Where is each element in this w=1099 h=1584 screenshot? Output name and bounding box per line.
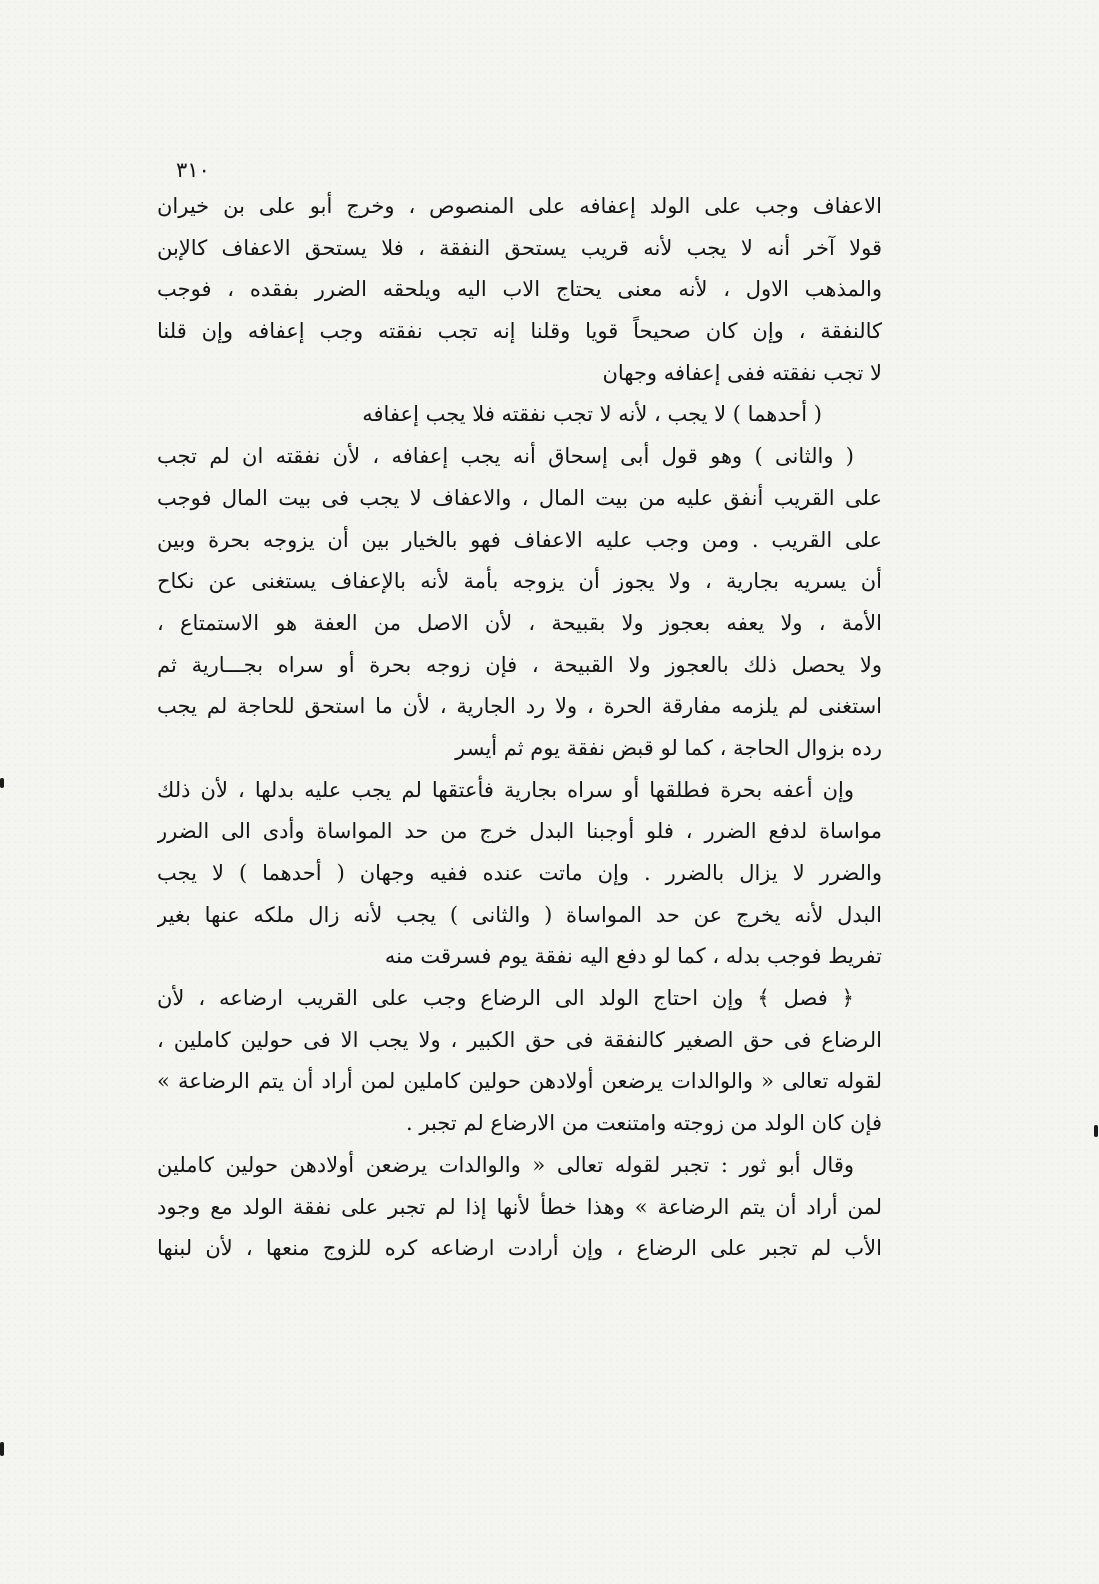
text-line: الأب لم تجبر على الرضاع ، وإن أرادت ارضاعه كره للزوج منعها ، لأن لبنها bbox=[157, 1236, 882, 1261]
text-line: ( أحدهما ) لا يجب ، لأنه لا تجب نفقته فلا يجب إعفافه bbox=[362, 402, 822, 427]
scan-edge-mark bbox=[0, 1442, 4, 1456]
text-line: استغنى لم يلزمه مفارقة الحرة ، ولا رد الجارية ، لأن ما استحق للحاجة لم يجب bbox=[157, 694, 882, 719]
text-line: لقوله تعالى « والوالدات يرضعن أولادهن حولين كاملين لمن أراد أن يتم الرضاعة » bbox=[157, 1069, 882, 1094]
text-line: وقال أبو ثور : تجبر لقوله تعالى « والوالدات يرضعن أولادهن حولين كاملين bbox=[157, 1152, 854, 1177]
text-line: الاعفاف وجب على الولد إعفافه على المنصوص ، وخرج أبو على بن خيران bbox=[157, 194, 882, 218]
text-line: أن يسريه بجارية ، ولا يجوز أن يزوجه بأمة لأنه بالإعفاف يستغنى عن نكاح bbox=[157, 569, 882, 594]
text-line: تفريط فوجب بدله ، كما لو دفع اليه نفقة يوم فسرقت منه bbox=[384, 944, 882, 969]
text-line: وإن أعفه بحرة فطلقها أو سراه بجارية فأعتقها لم يجب عليه بدلها ، لأن ذلك bbox=[157, 777, 854, 802]
text-line: الأمة ، ولا يعفه بعجوز ولا بقبيحة ، لأن الاصل من العفة هو الاستمتاع ، bbox=[157, 610, 882, 635]
text-line: لمن أراد أن يتم الرضاعة » وهذا خطأ لأنها إذا لم تجبر على نفقة الولد مع وجود bbox=[157, 1194, 882, 1219]
page-number: ٣١٠ bbox=[176, 158, 210, 182]
text-line: البدل لأنه يخرج عن حد المواساة ( والثانى ) يجب لأنه زال ملكه عنها بغير bbox=[157, 902, 882, 927]
text-line: ولا يحصل ذلك بالعجوز ولا القبيحة ، فإن زوجه بحرة أو سراه بجـــارية ثم bbox=[157, 652, 882, 677]
text-line: على القريب . ومن وجب عليه الاعفاف فهو بالخيار بين أن يزوجه بحرة وبين bbox=[157, 527, 882, 552]
text-line: فإن كان الولد من زوجته وامتنعت من الارضاع لم تجبر . bbox=[406, 1111, 882, 1136]
text-line: قولا آخر أنه لا يجب لأنه قريب يستحق النفقة ، فلا يستحق الاعفاف كالإبن bbox=[157, 235, 882, 260]
text-line: والضرر لا يزال بالضرر . وإن ماتت عنده ففيه وجهان ( أحدهما ) لا يجب bbox=[157, 861, 882, 885]
text-line: الرضاع فى حق الصغير كالنفقة فى حق الكبير ، ولا يجب الا فى حولين كاملين ، bbox=[157, 1027, 882, 1052]
text-line: ﴿ فصل ﴾ وإن احتاج الولد الى الرضاع وجب على القريب ارضاعه ، لأن bbox=[157, 986, 854, 1011]
text-line: ( والثانى ) وهو قول أبى إسحاق أنه يجب إعفافه ، لأن نفقته ان لم تجب bbox=[157, 444, 854, 469]
text-line: والمذهب الاول ، لأنه معنى يحتاج الاب اليه ويلحقه الضرر بفقده ، فوجب bbox=[157, 277, 882, 302]
scan-edge-mark bbox=[1094, 1125, 1098, 1137]
body-text bbox=[157, 186, 882, 1270]
text-line: لا تجب نفقته ففى إعفافه وجهان bbox=[602, 360, 882, 385]
scan-edge-mark bbox=[0, 778, 4, 788]
text-line: كالنفقة ، وإن كان صحيحاً قويا وقلنا إنه تجب نفقته وجب إعفافه وإن قلنا bbox=[157, 319, 882, 344]
text-line: على القريب أنفق عليه من بيت المال ، والاعفاف لا يجب فى بيت المال فوجب bbox=[157, 485, 882, 510]
text-line: مواساة لدفع الضرر ، فلو أوجبنا البدل خرج من حد المواساة وأدى الى الضرر bbox=[157, 819, 882, 844]
text-line: رده بزوال الحاجة ، كما لو قبض نفقة يوم ثم أيسر bbox=[455, 735, 882, 760]
